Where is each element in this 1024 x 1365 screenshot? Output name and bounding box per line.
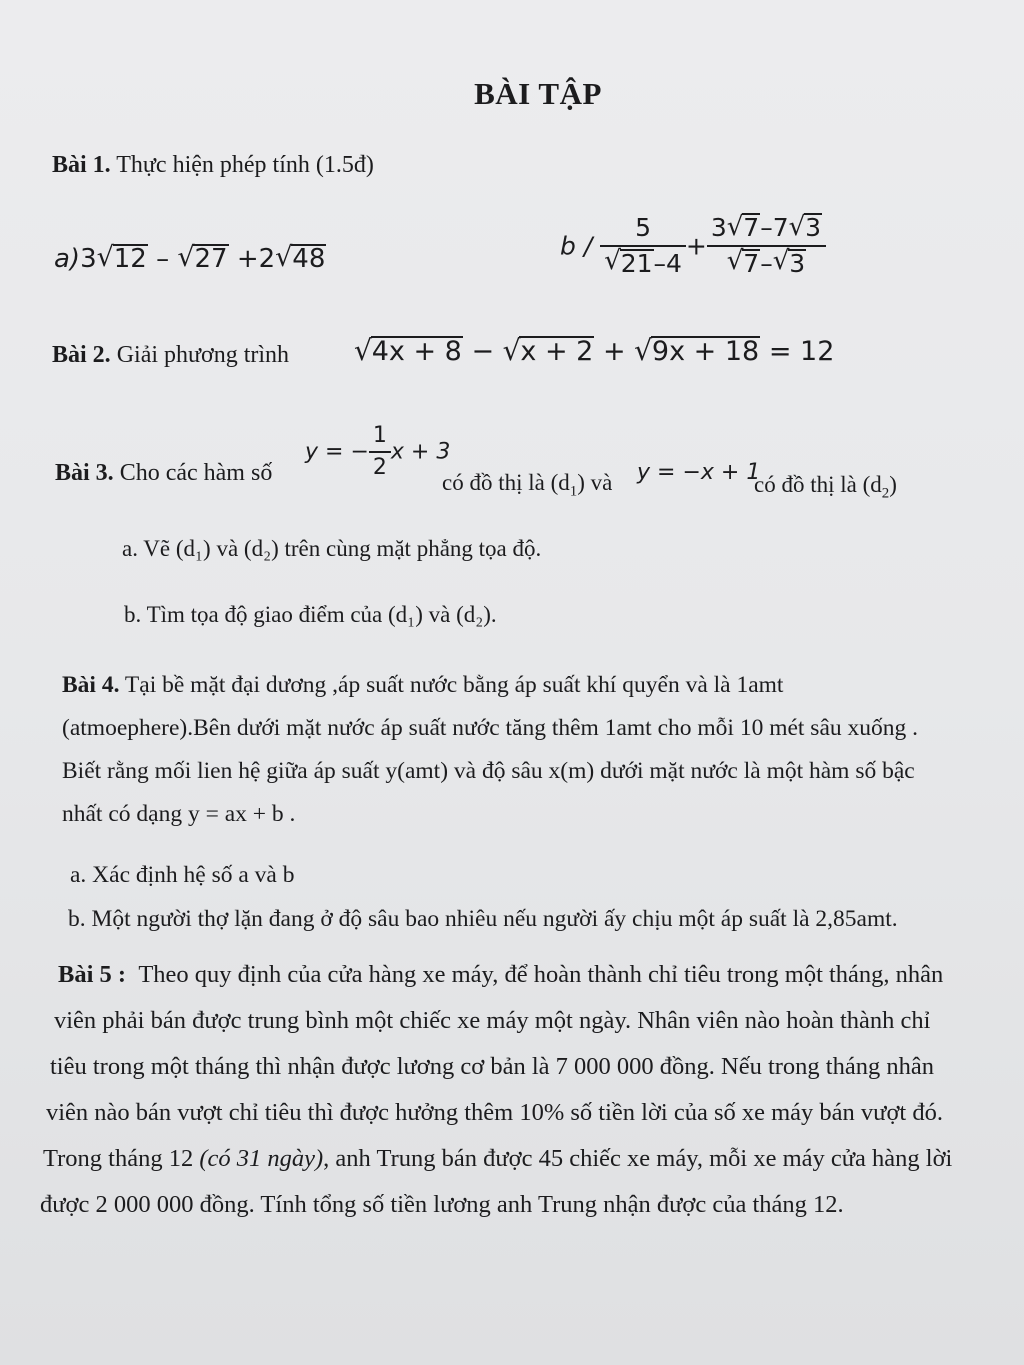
radicand: 48 [292,244,326,274]
graph-text: ) [889,472,897,497]
bai2-label: Bài 2. [52,342,111,368]
sqrt-term [634,336,760,367]
operator: + [602,336,626,367]
graph-text: có đồ thị là (d [754,472,882,497]
coef: 3 [80,244,97,274]
sqrt-term [773,247,806,281]
bai3-graph-d2 [754,472,897,503]
radicand: 7 [743,248,760,278]
fraction-1 [600,212,686,280]
bai5-line: tiêu trong một tháng thì nhận được lương cơ bản là 7 000 000 đồng. Nếu trong tháng nhân [50,1053,934,1080]
fraction [369,422,391,482]
bai5-line: viên nào bán vượt chỉ tiêu thì được hưởng thêm 10% số tiền lời của số xe máy bán vượt đó. [46,1099,943,1126]
sqrt-term [97,244,148,274]
bai4-part-b: b. Một người thợ lặn đang ở độ sâu bao nhiêu nếu người ấy chịu một áp suất là 2,85amt. [68,906,898,932]
bai5-label: Bài 5 : [58,961,127,988]
numerator: 5 [600,212,686,247]
operator: − [471,336,495,367]
bai3-label: Bài 3. [55,460,114,486]
bai5-line: , anh Trung bán được 45 chiếc xe máy, mỗi xe máy cửa hàng lời [323,1145,953,1172]
fraction-2 [707,212,826,280]
bai4-line: Biết rằng mối lien hệ giữa áp suất y(amt) và độ sâu x(m) dưới mặt nước là một hàm số bậc [62,758,915,784]
bai4-line: nhất có dạng y = ax + b . [62,801,296,827]
bai2-equation [354,336,834,367]
page-title: BÀI TẬP [474,76,602,111]
radicand: 3 [789,248,806,278]
equation-rhs: = 12 [768,336,835,367]
coef: 3 [710,213,727,242]
bai4-block [62,664,918,836]
bai3-part-a: a. Vẽ (d₁) và (d₂) trên cùng mặt phẳng tọa độ. [122,536,542,561]
sqrt-term [604,247,653,281]
bai3-function-1 [305,422,450,482]
sqrt-term [354,336,463,367]
bai4-label: Bài 4. [62,672,120,698]
subscript: 1 [569,483,578,500]
radicand: 27 [194,244,228,274]
denominator: 2 [372,454,387,480]
bai2-heading [52,342,289,369]
bai3-heading [55,460,272,487]
denominator [707,247,826,281]
bai1-label: Bài 1. [52,152,111,178]
sqrt-term [789,212,822,245]
radicand: x + 2 [520,336,594,367]
denominator [600,247,686,281]
coef: 2 [258,244,276,274]
bai4-part-a: a. Xác định hệ số a và b [70,862,295,888]
bai5-line: được 2 000 000 đồng. Tính tổng số tiền lương anh Trung nhận được của tháng 12. [40,1191,844,1218]
radicand: 9x + 18 [651,336,760,367]
bai1-part-b [560,212,826,280]
bai5-italic-note: (có 31 ngày) [199,1145,324,1172]
radicand: 7 [743,213,760,242]
bai3-graph-d1 [442,470,612,501]
operator: + [685,231,707,261]
operator: –7 [760,213,789,242]
bai5-line: Trong tháng 12 [43,1145,200,1172]
radicand: 21 [620,248,653,278]
bai1-part-a [54,244,326,274]
bai5-line: Theo quy định của cửa hàng xe máy, để hoàn thành chỉ tiêu trong một tháng, nhân [138,961,944,988]
bai2-text: Giải phương trình [116,342,290,368]
sqrt-term [177,244,228,274]
numerator: 1 [369,422,391,453]
bai5-line: viên phải bán được trung bình một chiếc xe máy một ngày. Nhân viên nào hoàn thành chỉ [54,1007,931,1034]
bai3-text: Cho các hàm số [119,460,273,486]
graph-text: ) và [577,470,613,495]
radicand: 4x + 8 [371,336,462,367]
operator: – [156,244,170,274]
numerator [707,212,826,247]
radicand: 12 [113,244,147,274]
sqrt-term [727,247,760,281]
bai1-b-prefix: b / [560,231,593,261]
radicand: 3 [805,213,821,242]
operator: + [236,244,259,274]
bai3-function-2: y = −x + 1 [637,460,761,485]
bai3-part-b: b. Tìm tọa độ giao điểm của (d₁) và (d₂). [124,602,497,627]
bai1-a-prefix: a) [54,244,81,274]
sqrt-term [503,336,595,367]
den-rest: –4 [653,248,682,278]
bai4-line: (atmoephere).Bên dưới mặt nước áp suất nước tăng thêm 1amt cho mỗi 10 mét sâu xuống . [62,715,919,741]
bai1-text: Thực hiện phép tính (1.5đ) [116,152,374,178]
function-lhs: y = − [305,439,369,465]
graph-text: có đồ thị là (d [442,470,570,495]
sqrt-term [727,212,760,245]
operator: – [760,248,773,278]
function-rhs: x + 3 [390,439,451,465]
bai5-block [40,952,953,1228]
bai4-line: Tại bề mặt đại dương ,áp suất nước bằng áp suất khí quyển và là 1amt [124,672,784,698]
sqrt-term [275,244,326,274]
bai1-heading [52,152,374,179]
subscript: 2 [881,485,890,502]
